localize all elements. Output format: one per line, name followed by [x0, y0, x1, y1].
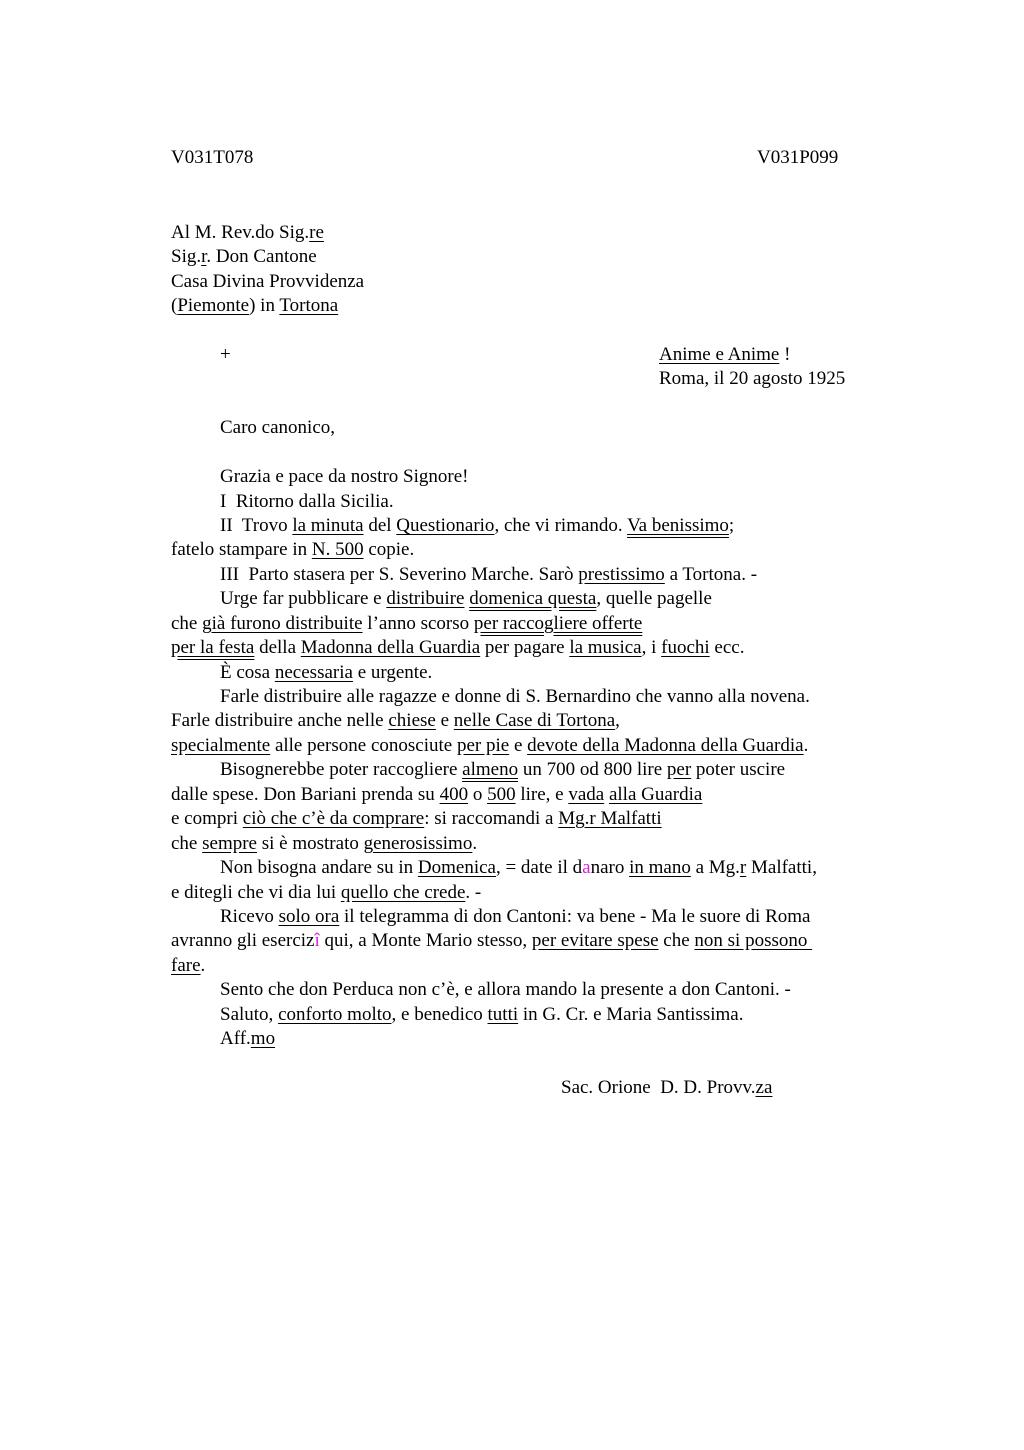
text-run: qui, a Monte Mario stesso, — [319, 930, 532, 951]
text-run: e ditegli che vi dia lui — [171, 882, 341, 903]
body-line — [171, 881, 481, 905]
text-run: I Ritorno dalla Sicilia. — [220, 491, 394, 512]
body-line — [171, 636, 744, 660]
body-line — [220, 856, 817, 880]
text-run: , = date il d — [495, 857, 583, 878]
text-run: del — [363, 515, 397, 536]
text-run: che — [171, 833, 203, 854]
body-line — [220, 563, 757, 587]
address-line — [171, 245, 317, 269]
body-line — [220, 661, 432, 685]
text-run: in G. Cr. e Maria Santissima. — [518, 1004, 744, 1025]
underlined-text: non si possono — [694, 930, 813, 951]
underlined-text: Madonna della Guardia — [300, 637, 481, 658]
body-line — [220, 465, 468, 489]
underlined-text: alla Guardia — [608, 784, 703, 805]
text-run: fatelo stampare in — [171, 539, 312, 560]
highlighted-char: î — [314, 930, 320, 951]
text-run: , — [615, 710, 620, 731]
archive-code-left: V031T078 — [171, 147, 254, 168]
text-run: . Don Cantone — [206, 246, 317, 267]
underlined-text: chiese — [388, 710, 436, 731]
highlighted-char: a — [582, 857, 591, 878]
text-run: Malfatti, — [746, 857, 817, 878]
underlined-text: Piemonte — [177, 295, 250, 316]
body-line — [220, 978, 791, 1002]
underlined-text: r — [201, 246, 207, 267]
text-run: o — [468, 784, 488, 805]
text-run: . — [200, 955, 206, 976]
underlined-text: nelle Case di Tortona — [453, 710, 616, 731]
body-line — [220, 905, 810, 929]
text-run: È cosa — [220, 662, 275, 683]
text-run: , che vi rimando. — [494, 515, 628, 536]
place-date: Roma, il 20 agosto 1925 — [659, 368, 846, 389]
text-run: Sento che don Perduca non c’è, e allora mando la presente a don Cantoni. - — [220, 979, 791, 1000]
underlined-text: Questionario — [396, 515, 495, 536]
body-line — [171, 538, 414, 562]
text-run: Grazia e pace da nostro Signore! — [220, 466, 469, 487]
text-run: : si raccomandi a — [424, 808, 559, 829]
underlined-text: per evitare spese — [531, 930, 659, 951]
underlined-text: vada — [568, 784, 605, 805]
text-run: Bisognerebbe poter raccogliere — [220, 759, 463, 780]
text-run: Aff. — [220, 1028, 251, 1049]
text-run: e — [509, 735, 528, 756]
underlined-text: mo — [250, 1028, 276, 1049]
text-run: il telegramma di don Cantoni: va bene - Ma le suore di Roma — [339, 906, 811, 927]
underlined-text: per la festa — [171, 637, 255, 658]
address-line — [171, 294, 338, 318]
text-run: Sig. — [171, 246, 202, 267]
underlined-text: r — [739, 857, 747, 878]
underlined-text: Mg.r Malfatti — [558, 808, 662, 829]
underlined-text: conforto molto — [278, 1004, 392, 1025]
body-line — [220, 490, 394, 514]
text-run: III Parto stasera per S. Severino Marche. Sarò — [220, 564, 579, 585]
underlined-text: specialmente — [171, 735, 271, 756]
text-run: della — [254, 637, 301, 658]
text-run: dalle spese. Don Bariani prenda su — [171, 784, 440, 805]
body-line — [171, 709, 620, 733]
text-run: ) in — [249, 295, 280, 316]
text-run: e compri — [171, 808, 243, 829]
text-run: che — [658, 930, 695, 951]
text-run: Non bisogna andare su in — [220, 857, 418, 878]
body-line — [220, 685, 810, 709]
underlined-text: la musica — [569, 637, 642, 658]
underlined-text: già furono distribuite — [202, 613, 363, 634]
text-run: lire, e — [515, 784, 569, 805]
text-run: e — [435, 710, 454, 731]
text-run: a Tortona. - — [664, 564, 758, 585]
text-run: , quelle pagelle — [596, 588, 712, 609]
salutation: Caro canonico, — [220, 417, 336, 438]
text-run: Urge far pubblicare e — [220, 588, 387, 609]
underlined-text: generosissimo — [363, 833, 473, 854]
body-line — [171, 783, 702, 807]
body-line — [171, 612, 642, 636]
cross-mark: + — [220, 344, 231, 365]
text-run: . — [472, 833, 478, 854]
text-run: Saluto, — [220, 1004, 279, 1025]
text-run: Sac. Orione D. D. Provv. — [561, 1077, 756, 1098]
underlined-text: per — [666, 759, 692, 780]
text-run: si è mostrato — [257, 833, 364, 854]
body-line — [220, 587, 712, 611]
text-run: a Mg. — [690, 857, 740, 878]
body-line — [171, 929, 812, 953]
underlined-text: Anime e Anime — [659, 344, 780, 365]
underlined-text: ciò che c’è da comprare — [242, 808, 425, 829]
underlined-text: quello che crede — [340, 882, 466, 903]
underlined-text: per raccogliere offerte — [473, 613, 643, 634]
text-run: l’anno scorso — [362, 613, 474, 634]
text-run: ; — [728, 515, 735, 536]
signature — [561, 1076, 772, 1100]
text-run: naro — [590, 857, 630, 878]
text-run: , i — [641, 637, 662, 658]
underlined-text: la minuta — [292, 515, 364, 536]
underlined-text: za — [755, 1077, 773, 1098]
underlined-text: prestissimo — [578, 564, 665, 585]
underlined-text: Tortona — [279, 295, 339, 316]
underlined-text: in mano — [629, 857, 691, 878]
text-run: . — [803, 735, 809, 756]
address-line — [171, 270, 364, 294]
underlined-text: tutti — [487, 1004, 519, 1025]
address-line — [171, 221, 324, 245]
underlined-text: almeno — [462, 759, 519, 780]
text-run: Ricevo — [220, 906, 279, 927]
underlined-text: Va benissimo — [627, 515, 729, 536]
body-line — [171, 734, 808, 758]
text-run: un 700 od 800 lire — [518, 759, 667, 780]
text-run: poter uscire — [691, 759, 786, 780]
text-run: per pagare — [480, 637, 570, 658]
body-line — [220, 758, 785, 782]
underlined-text: re — [309, 222, 324, 243]
underlined-text: per pie — [456, 735, 510, 756]
underlined-text: fuochi — [661, 637, 710, 658]
body-line — [171, 954, 205, 978]
underlined-text: sempre — [202, 833, 257, 854]
body-line — [220, 1027, 275, 1051]
text-run: copie. — [363, 539, 415, 560]
underlined-text: Domenica — [417, 857, 496, 878]
text-run: ecc. — [709, 637, 745, 658]
text-run: Casa Divina Provvidenza — [171, 271, 365, 292]
underlined-text: distribuire — [386, 588, 465, 609]
motto — [659, 343, 790, 367]
text-run: , e benedico — [391, 1004, 488, 1025]
text-run: Al M. Rev.do Sig. — [171, 222, 310, 243]
body-line — [220, 1003, 744, 1027]
archive-code-right: V031P099 — [757, 147, 839, 168]
underlined-text: devote della Madonna della Guardia — [527, 735, 804, 756]
underlined-text: 400 — [439, 784, 469, 805]
text-run: Farle distribuire anche nelle — [171, 710, 389, 731]
text-run: Farle distribuire alle ragazze e donne di S. Bernardino che vanno alla novena. — [220, 686, 810, 707]
underlined-text: solo ora — [278, 906, 340, 927]
body-line — [171, 832, 477, 856]
text-run: e urgente. — [352, 662, 433, 683]
text-run: . - — [465, 882, 482, 903]
text-run: che — [171, 613, 203, 634]
text-run: avranno gli eserciz — [171, 930, 315, 951]
text-run: II Trovo — [220, 515, 293, 536]
underlined-text: N. 500 — [311, 539, 364, 560]
body-line — [171, 807, 662, 831]
body-line — [220, 514, 734, 538]
text-run: alle persone conosciute — [270, 735, 457, 756]
text-run: ! — [779, 344, 791, 365]
underlined-text: fare — [171, 955, 201, 976]
text-run: ( — [171, 295, 178, 316]
underlined-text: domenica questa — [469, 588, 597, 609]
underlined-text: necessaria — [274, 662, 353, 683]
underlined-text: 500 — [487, 784, 516, 805]
